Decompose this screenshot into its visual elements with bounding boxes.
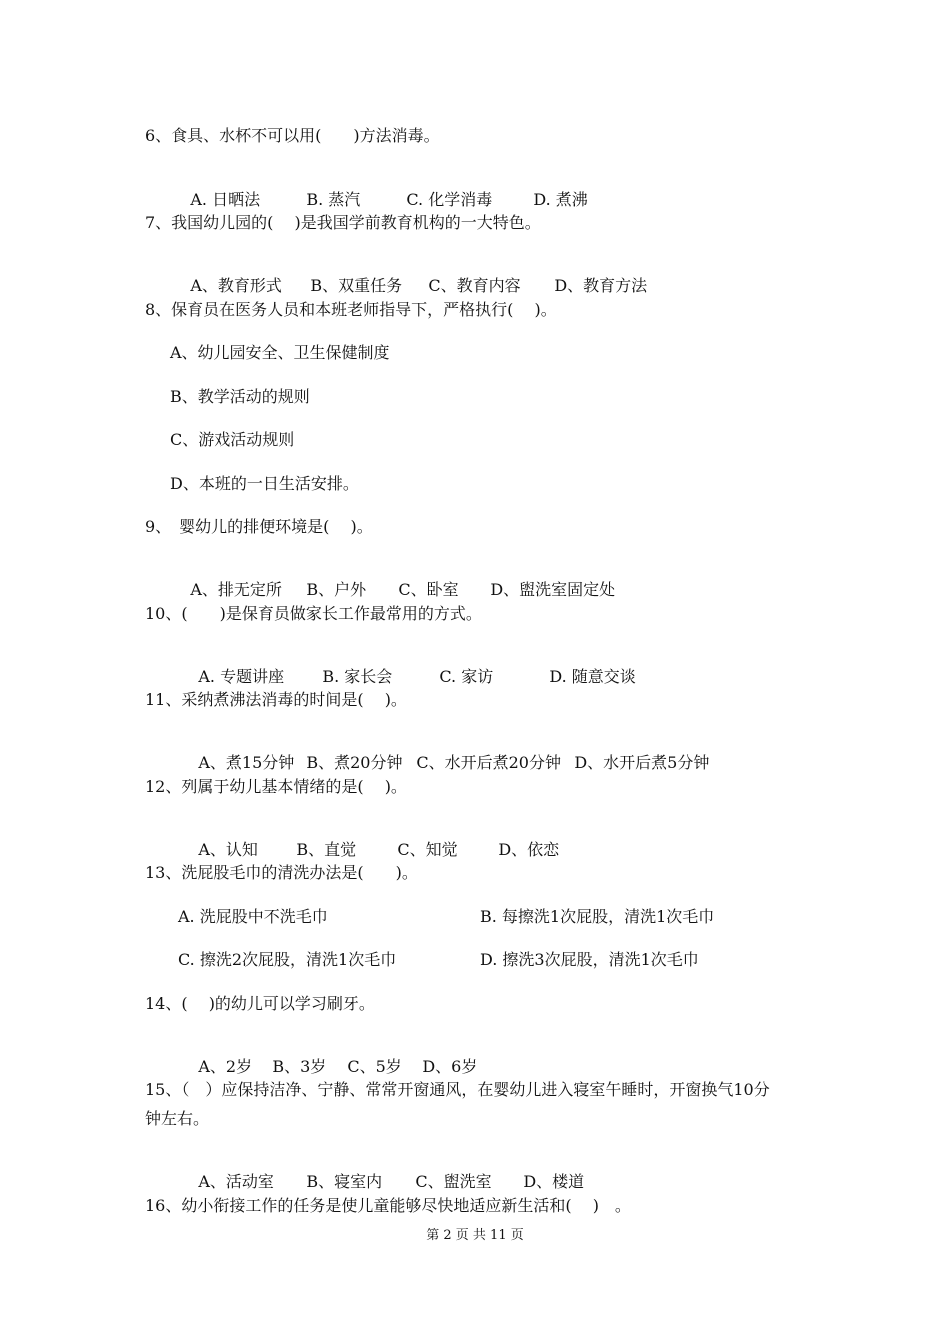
option-a: A、煮15分钟 [198, 753, 295, 772]
question-10-stem: 10、( )是保育员做家长工作最常用的方式。 [145, 604, 482, 623]
option-b: B. 家长会 [322, 667, 393, 686]
option-c: C、盥洗室 [415, 1172, 492, 1191]
question-8-option-c: C、游戏活动规则 [170, 430, 295, 449]
option-d: D、楼道 [523, 1172, 585, 1191]
option-d: D. 煮沸 [533, 190, 588, 209]
page-number-footer: 第 2 页 共 11 页 [426, 1228, 524, 1243]
option-a: A、2岁 [198, 1057, 253, 1076]
question-13-option-c: C. 擦洗2次屁股，清洗1次毛巾 [178, 950, 397, 969]
option-d: D、教育方法 [554, 276, 648, 295]
option-b: B、3岁 [272, 1057, 327, 1076]
question-6-stem: 6、食具、水杯不可以用( )方法消毒。 [145, 126, 440, 145]
option-b: B、户外 [306, 580, 367, 599]
option-a: A. 日晒法 [190, 190, 261, 209]
option-a: A. 专题讲座 [198, 667, 285, 686]
option-d: D、依恋 [498, 840, 560, 859]
option-d: D、盥洗室固定处 [490, 580, 616, 599]
option-c: C. 化学消毒 [406, 190, 493, 209]
option-b: B、双重任务 [310, 276, 403, 295]
question-7-stem: 7、我国幼儿园的( )是我国学前教育机构的一大特色。 [145, 213, 541, 232]
option-d: D、水开后煮5分钟 [574, 753, 710, 772]
question-8-option-a: A、幼儿园安全、卫生保健制度 [170, 343, 390, 362]
option-b: B、煮20分钟 [306, 753, 403, 772]
question-15-stem-line1: 15、（ ）应保持洁净、宁静、常常开窗通风，在婴幼儿进入寝室午睡时，开窗换气10分 [145, 1080, 770, 1099]
option-c: C、教育内容 [428, 276, 521, 295]
question-16-stem: 16、幼小衔接工作的任务是使儿童能够尽快地适应新生活和( ) 。 [145, 1196, 631, 1215]
question-13-option-d: D. 擦洗3次屁股，清洗1次毛巾 [480, 950, 699, 969]
option-a: A、教育形式 [190, 276, 282, 295]
question-13-stem: 13、洗屁股毛巾的清洗办法是( )。 [145, 863, 418, 882]
question-8-stem: 8、保育员在医务人员和本班老师指导下，严格执行( )。 [145, 300, 557, 319]
question-13-option-a: A. 洗屁股中不洗毛巾 [178, 907, 328, 926]
option-d: D、6岁 [422, 1057, 478, 1076]
question-14-stem: 14、( )的幼儿可以学习刷牙。 [145, 994, 375, 1013]
question-15-stem-line2: 钟左右。 [145, 1109, 210, 1128]
option-a: A、认知 [198, 840, 258, 859]
option-a: A、活动室 [198, 1172, 274, 1191]
question-8-option-d: D、本班的一日生活安排。 [170, 474, 359, 493]
question-9-stem: 9、 婴幼儿的排便环境是( )。 [145, 517, 373, 536]
option-d: D. 随意交谈 [549, 667, 636, 686]
option-b: B. 蒸汽 [306, 190, 361, 209]
option-c: C、5岁 [347, 1057, 402, 1076]
option-b: B、寝室内 [306, 1172, 383, 1191]
option-c: C、水开后煮20分钟 [416, 753, 561, 772]
option-c: C. 家访 [439, 667, 494, 686]
question-8-option-b: B、教学活动的规则 [170, 387, 310, 406]
option-c: C、卧室 [398, 580, 459, 599]
question-12-stem: 12、列属于幼儿基本情绪的是( )。 [145, 777, 407, 796]
option-b: B、直觉 [296, 840, 357, 859]
question-13-option-b: B. 每擦洗1次屁股，清洗1次毛巾 [480, 907, 715, 926]
question-11-stem: 11、采纳煮沸法消毒的时间是( )。 [145, 690, 407, 709]
option-c: C、知觉 [397, 840, 458, 859]
option-a: A、排无定所 [190, 580, 282, 599]
